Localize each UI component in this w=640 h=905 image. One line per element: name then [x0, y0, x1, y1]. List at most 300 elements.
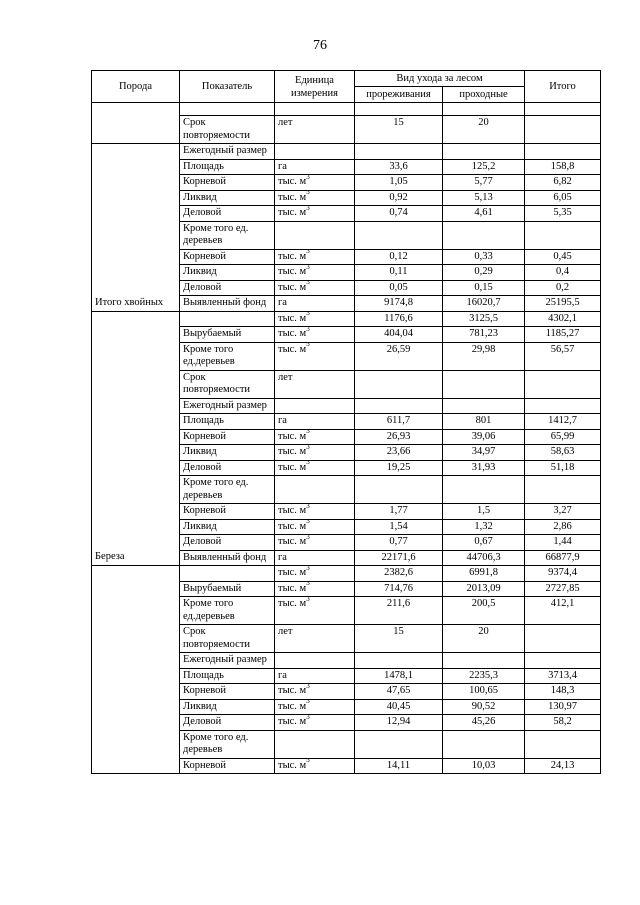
thinning-value-cell [355, 476, 443, 504]
indicator-cell: Ликвид [180, 190, 275, 206]
species-cell [92, 625, 180, 653]
unit-cell [275, 342, 355, 370]
passage-value-cell: 801 [443, 414, 525, 430]
table-row [92, 206, 601, 222]
indicator-cell: Площадь [180, 668, 275, 684]
total-value-cell: 2,86 [525, 519, 601, 535]
species-cell [92, 597, 180, 625]
indicator-cell: Кроме того ед.деревьев [180, 342, 275, 370]
total-value-cell [525, 370, 601, 398]
total-value-cell: 51,18 [525, 460, 601, 476]
indicator-cell: Срок повторяемости [180, 625, 275, 653]
species-cell [92, 265, 180, 281]
species-cell [92, 758, 180, 774]
total-value-cell: 130,97 [525, 699, 601, 715]
passage-value-cell: 39,06 [443, 429, 525, 445]
unit-cell [275, 758, 355, 774]
indicator-cell: Кроме того ед. деревьев [180, 221, 275, 249]
unit-cell [275, 398, 355, 414]
unit-cell [275, 249, 355, 265]
passage-value-cell: 16020,7 [443, 296, 525, 312]
total-value-cell: 24,13 [525, 758, 601, 774]
unit-cell: га [275, 296, 355, 312]
thinning-value-cell: 40,45 [355, 699, 443, 715]
thinning-value-cell: 14,11 [355, 758, 443, 774]
passage-value-cell: 31,93 [443, 460, 525, 476]
passage-value-cell: 0,15 [443, 280, 525, 296]
total-value-cell: 58,63 [525, 445, 601, 461]
unit-text: тыс. м [278, 281, 307, 293]
thinning-value-cell: 26,93 [355, 429, 443, 445]
unit-exponent: 3 [306, 326, 310, 333]
species-cell [92, 327, 180, 343]
indicator-cell: Выявленный фонд [180, 296, 275, 312]
species-cell [92, 699, 180, 715]
unit-exponent: 3 [306, 581, 310, 587]
species-cell [92, 280, 180, 296]
unit-cell [275, 144, 355, 160]
unit-cell [275, 280, 355, 296]
total-value-cell [525, 625, 601, 653]
species-cell [92, 476, 180, 504]
unit-cell [275, 175, 355, 191]
species-cell [92, 653, 180, 669]
passage-value-cell: 2235,3 [443, 668, 525, 684]
species-cell [92, 116, 180, 144]
indicator-cell [180, 566, 275, 582]
page-number: 76 [313, 38, 327, 53]
total-value-cell: 4302,1 [525, 311, 601, 327]
table-row [92, 668, 601, 684]
species-cell [92, 221, 180, 249]
thinning-value-cell: 1,77 [355, 504, 443, 520]
species-cell [92, 175, 180, 191]
unit-text: тыс. м [278, 685, 307, 696]
passage-value-cell: 5,13 [443, 190, 525, 206]
thinning-value-cell: 15 [355, 116, 443, 144]
spacer-cell [443, 103, 525, 116]
species-cell [92, 190, 180, 206]
passage-value-cell [443, 653, 525, 669]
total-value-cell: 5,35 [525, 206, 601, 222]
thinning-value-cell: 19,25 [355, 460, 443, 476]
table-row [92, 519, 601, 535]
total-value-cell: 1,44 [525, 535, 601, 551]
data-table [91, 70, 601, 774]
unit-cell: лет [275, 116, 355, 144]
indicator-cell: Площадь [180, 414, 275, 430]
species-cell [92, 159, 180, 175]
passage-value-cell: 10,03 [443, 758, 525, 774]
table-row [92, 653, 601, 669]
indicator-cell: Кроме того ед.деревьев [180, 597, 275, 625]
unit-cell [275, 429, 355, 445]
passage-value-cell: 5,77 [443, 175, 525, 191]
table-row [92, 684, 601, 700]
unit-text: тыс. м [278, 700, 307, 712]
table-row [92, 460, 601, 476]
thinning-value-cell: 23,66 [355, 445, 443, 461]
total-value-cell: 1185,27 [525, 327, 601, 343]
thinning-value-cell [355, 370, 443, 398]
table-row [92, 715, 601, 731]
unit-cell [275, 730, 355, 758]
unit-cell: лет [275, 625, 355, 653]
total-value-cell [525, 144, 601, 160]
passage-value-cell: 90,52 [443, 699, 525, 715]
spacer-cell [275, 103, 355, 116]
total-value-cell [525, 398, 601, 414]
total-value-cell [525, 730, 601, 758]
unit-exponent: 3 [306, 460, 310, 466]
unit-exponent: 3 [306, 342, 310, 348]
unit-text: тыс. м [278, 446, 307, 457]
indicator-cell: Корневой [180, 758, 275, 774]
species-cell: Итого хвойных [92, 296, 180, 312]
species-cell: Береза [92, 550, 180, 566]
unit-exponent: 3 [306, 503, 310, 510]
indicator-cell: Ежегодный размер [180, 653, 275, 669]
unit-text: тыс. м [278, 461, 307, 473]
thinning-value-cell: 1,05 [355, 175, 443, 191]
thinning-value-cell: 0,11 [355, 265, 443, 281]
unit-text: тыс. м [278, 505, 307, 516]
indicator-cell: Кроме того ед. деревьев [180, 476, 275, 504]
indicator-cell: Срок повторяемости [180, 370, 275, 398]
total-value-cell: 6,82 [525, 175, 601, 191]
spacer-cell [92, 103, 180, 116]
species-cell [92, 311, 180, 327]
unit-exponent: 3 [306, 311, 310, 317]
passage-value-cell [443, 476, 525, 504]
total-value-cell: 0,45 [525, 249, 601, 265]
header-species: Порода [92, 71, 180, 103]
passage-value-cell: 1,32 [443, 519, 525, 535]
indicator-cell: Вырубаемый [180, 581, 275, 597]
total-value-cell [525, 476, 601, 504]
passage-value-cell: 1,5 [443, 504, 525, 520]
unit-exponent: 3 [306, 683, 310, 690]
species-cell [92, 414, 180, 430]
unit-cell [275, 221, 355, 249]
indicator-cell: Корневой [180, 429, 275, 445]
unit-cell [275, 206, 355, 222]
table-row [92, 535, 601, 551]
table-row [92, 414, 601, 430]
thinning-value-cell: 9174,8 [355, 296, 443, 312]
thinning-value-cell [355, 398, 443, 414]
unit-cell [275, 190, 355, 206]
indicator-cell [180, 311, 275, 327]
unit-cell [275, 566, 355, 582]
total-value-cell: 6,05 [525, 190, 601, 206]
indicator-cell: Деловой [180, 460, 275, 476]
unit-text: тыс. м [278, 176, 307, 187]
unit-text: тыс. м [278, 598, 307, 609]
total-value-cell: 148,3 [525, 684, 601, 700]
total-value-cell [525, 221, 601, 249]
indicator-cell: Корневой [180, 249, 275, 265]
thinning-value-cell: 47,65 [355, 684, 443, 700]
total-value-cell: 66877,9 [525, 550, 601, 566]
indicator-cell: Деловой [180, 715, 275, 731]
thinning-value-cell: 0,77 [355, 535, 443, 551]
indicator-cell: Ежегодный размер [180, 398, 275, 414]
unit-cell [275, 445, 355, 461]
passage-value-cell [443, 730, 525, 758]
unit-exponent: 3 [306, 429, 310, 435]
indicator-cell: Ликвид [180, 519, 275, 535]
unit-text: тыс. м [278, 328, 307, 339]
species-cell [92, 460, 180, 476]
unit-cell [275, 684, 355, 700]
total-value-cell: 3,27 [525, 504, 601, 520]
unit-cell [275, 265, 355, 281]
passage-value-cell [443, 144, 525, 160]
indicator-cell: Ликвид [180, 265, 275, 281]
table-row [92, 550, 601, 566]
table-row [92, 159, 601, 175]
passage-value-cell [443, 221, 525, 249]
thinning-value-cell: 1478,1 [355, 668, 443, 684]
passage-value-cell: 0,33 [443, 249, 525, 265]
thinning-value-cell: 12,94 [355, 715, 443, 731]
unit-exponent: 3 [306, 249, 310, 255]
unit-cell: га [275, 414, 355, 430]
unit-exponent: 3 [306, 174, 310, 181]
total-value-cell: 3713,4 [525, 668, 601, 684]
passage-value-cell: 34,97 [443, 445, 525, 461]
unit-exponent: 3 [306, 190, 310, 196]
unit-cell [275, 460, 355, 476]
unit-text: тыс. м [278, 582, 307, 594]
unit-text: тыс. м [278, 312, 307, 324]
header-unit: Единица измерения [275, 71, 355, 103]
unit-text: тыс. м [278, 430, 307, 442]
table-body [92, 116, 601, 774]
table-row [92, 280, 601, 296]
passage-value-cell: 45,26 [443, 715, 525, 731]
unit-cell: га [275, 550, 355, 566]
spacer-cell [525, 103, 601, 116]
table-row [92, 311, 601, 327]
unit-exponent: 3 [306, 565, 310, 572]
header-total: Итого [525, 71, 601, 103]
unit-exponent: 3 [306, 534, 310, 541]
table-row [92, 265, 601, 281]
species-cell [92, 668, 180, 684]
total-value-cell [525, 653, 601, 669]
indicator-cell: Площадь [180, 159, 275, 175]
unit-exponent: 3 [306, 758, 310, 764]
thinning-value-cell: 26,59 [355, 342, 443, 370]
table-row [92, 190, 601, 206]
passage-value-cell: 20 [443, 625, 525, 653]
passage-value-cell [443, 370, 525, 398]
unit-text: тыс. м [278, 266, 307, 277]
species-cell [92, 398, 180, 414]
passage-value-cell: 44706,3 [443, 550, 525, 566]
passage-value-cell [443, 398, 525, 414]
passage-value-cell: 200,5 [443, 597, 525, 625]
table-row [92, 221, 601, 249]
unit-text: тыс. м [278, 207, 307, 218]
indicator-cell: Ликвид [180, 445, 275, 461]
passage-value-cell: 781,23 [443, 327, 525, 343]
unit-cell [275, 653, 355, 669]
unit-exponent: 3 [306, 596, 310, 603]
table-row [92, 597, 601, 625]
unit-cell [275, 504, 355, 520]
total-value-cell: 9374,4 [525, 566, 601, 582]
spacer-cell [355, 103, 443, 116]
passage-value-cell: 100,65 [443, 684, 525, 700]
passage-value-cell: 3125,5 [443, 311, 525, 327]
thinning-value-cell: 0,05 [355, 280, 443, 296]
total-value-cell: 56,57 [525, 342, 601, 370]
indicator-cell: Кроме того ед. деревьев [180, 730, 275, 758]
unit-exponent: 3 [306, 205, 310, 212]
unit-cell [275, 311, 355, 327]
total-value-cell [525, 116, 601, 144]
unit-exponent: 3 [306, 444, 310, 451]
table-row [92, 730, 601, 758]
table-row [92, 175, 601, 191]
species-cell [92, 370, 180, 398]
spacer-row [92, 103, 601, 116]
thinning-value-cell: 33,6 [355, 159, 443, 175]
indicator-cell: Деловой [180, 280, 275, 296]
species-cell [92, 566, 180, 582]
species-cell [92, 581, 180, 597]
unit-text: тыс. м [278, 716, 307, 727]
thinning-value-cell: 1176,6 [355, 311, 443, 327]
total-value-cell: 0,4 [525, 265, 601, 281]
unit-exponent: 3 [306, 519, 310, 525]
thinning-value-cell: 2382,6 [355, 566, 443, 582]
table-row [92, 296, 601, 312]
table-row [92, 758, 601, 774]
passage-value-cell: 0,67 [443, 535, 525, 551]
thinning-value-cell [355, 221, 443, 249]
table-row [92, 144, 601, 160]
unit-cell [275, 519, 355, 535]
header-passage: проходные [443, 87, 525, 103]
unit-cell [275, 699, 355, 715]
unit-exponent: 3 [306, 699, 310, 705]
unit-text: тыс. м [278, 250, 307, 262]
species-cell [92, 144, 180, 160]
table-row [92, 398, 601, 414]
thinning-value-cell: 0,92 [355, 190, 443, 206]
table-row [92, 566, 601, 582]
unit-text: тыс. м [278, 759, 307, 771]
passage-value-cell: 29,98 [443, 342, 525, 370]
header-row [92, 71, 601, 87]
thinning-value-cell: 0,74 [355, 206, 443, 222]
unit-cell [275, 715, 355, 731]
thinning-value-cell [355, 730, 443, 758]
total-value-cell: 158,8 [525, 159, 601, 175]
total-value-cell: 1412,7 [525, 414, 601, 430]
total-value-cell: 65,99 [525, 429, 601, 445]
unit-text: тыс. м [278, 343, 307, 355]
thinning-value-cell: 404,04 [355, 327, 443, 343]
unit-cell: га [275, 159, 355, 175]
unit-text: тыс. м [278, 536, 307, 547]
table-row [92, 116, 601, 144]
table-row [92, 370, 601, 398]
unit-cell [275, 327, 355, 343]
indicator-cell: Деловой [180, 535, 275, 551]
thinning-value-cell: 15 [355, 625, 443, 653]
unit-cell [275, 581, 355, 597]
table-row [92, 342, 601, 370]
indicator-cell: Вырубаемый [180, 327, 275, 343]
indicator-cell: Ежегодный размер [180, 144, 275, 160]
passage-value-cell: 4,61 [443, 206, 525, 222]
species-cell [92, 535, 180, 551]
total-value-cell: 412,1 [525, 597, 601, 625]
thinning-value-cell: 611,7 [355, 414, 443, 430]
total-value-cell: 2727,85 [525, 581, 601, 597]
thinning-value-cell: 0,12 [355, 249, 443, 265]
unit-text: тыс. м [278, 191, 307, 203]
table-row [92, 445, 601, 461]
species-cell [92, 342, 180, 370]
total-value-cell: 0,2 [525, 280, 601, 296]
species-cell [92, 684, 180, 700]
thinning-value-cell: 1,54 [355, 519, 443, 535]
table-row [92, 581, 601, 597]
thinning-value-cell [355, 653, 443, 669]
spacer-cell [180, 103, 275, 116]
indicator-cell: Деловой [180, 206, 275, 222]
indicator-cell: Ликвид [180, 699, 275, 715]
table-row [92, 625, 601, 653]
unit-exponent: 3 [306, 264, 310, 271]
indicator-cell: Корневой [180, 175, 275, 191]
species-cell [92, 715, 180, 731]
unit-cell: га [275, 668, 355, 684]
header-thinning: прореживания [355, 87, 443, 103]
total-value-cell: 58,2 [525, 715, 601, 731]
unit-exponent: 3 [306, 280, 310, 286]
species-cell [92, 206, 180, 222]
thinning-value-cell: 22171,6 [355, 550, 443, 566]
unit-cell [275, 535, 355, 551]
passage-value-cell: 125,2 [443, 159, 525, 175]
unit-text: тыс. м [278, 567, 307, 578]
indicator-cell: Корневой [180, 504, 275, 520]
passage-value-cell: 20 [443, 116, 525, 144]
species-cell [92, 504, 180, 520]
header-care-type: Вид ухода за лесом [355, 71, 525, 87]
passage-value-cell: 2013,09 [443, 581, 525, 597]
thinning-value-cell [355, 144, 443, 160]
table-row [92, 327, 601, 343]
unit-exponent: 3 [306, 714, 310, 721]
unit-cell [275, 597, 355, 625]
unit-cell [275, 476, 355, 504]
table-row [92, 699, 601, 715]
unit-text: тыс. м [278, 520, 307, 532]
species-cell [92, 730, 180, 758]
species-cell [92, 445, 180, 461]
passage-value-cell: 0,29 [443, 265, 525, 281]
header-indicator: Показатель [180, 71, 275, 103]
species-cell [92, 519, 180, 535]
